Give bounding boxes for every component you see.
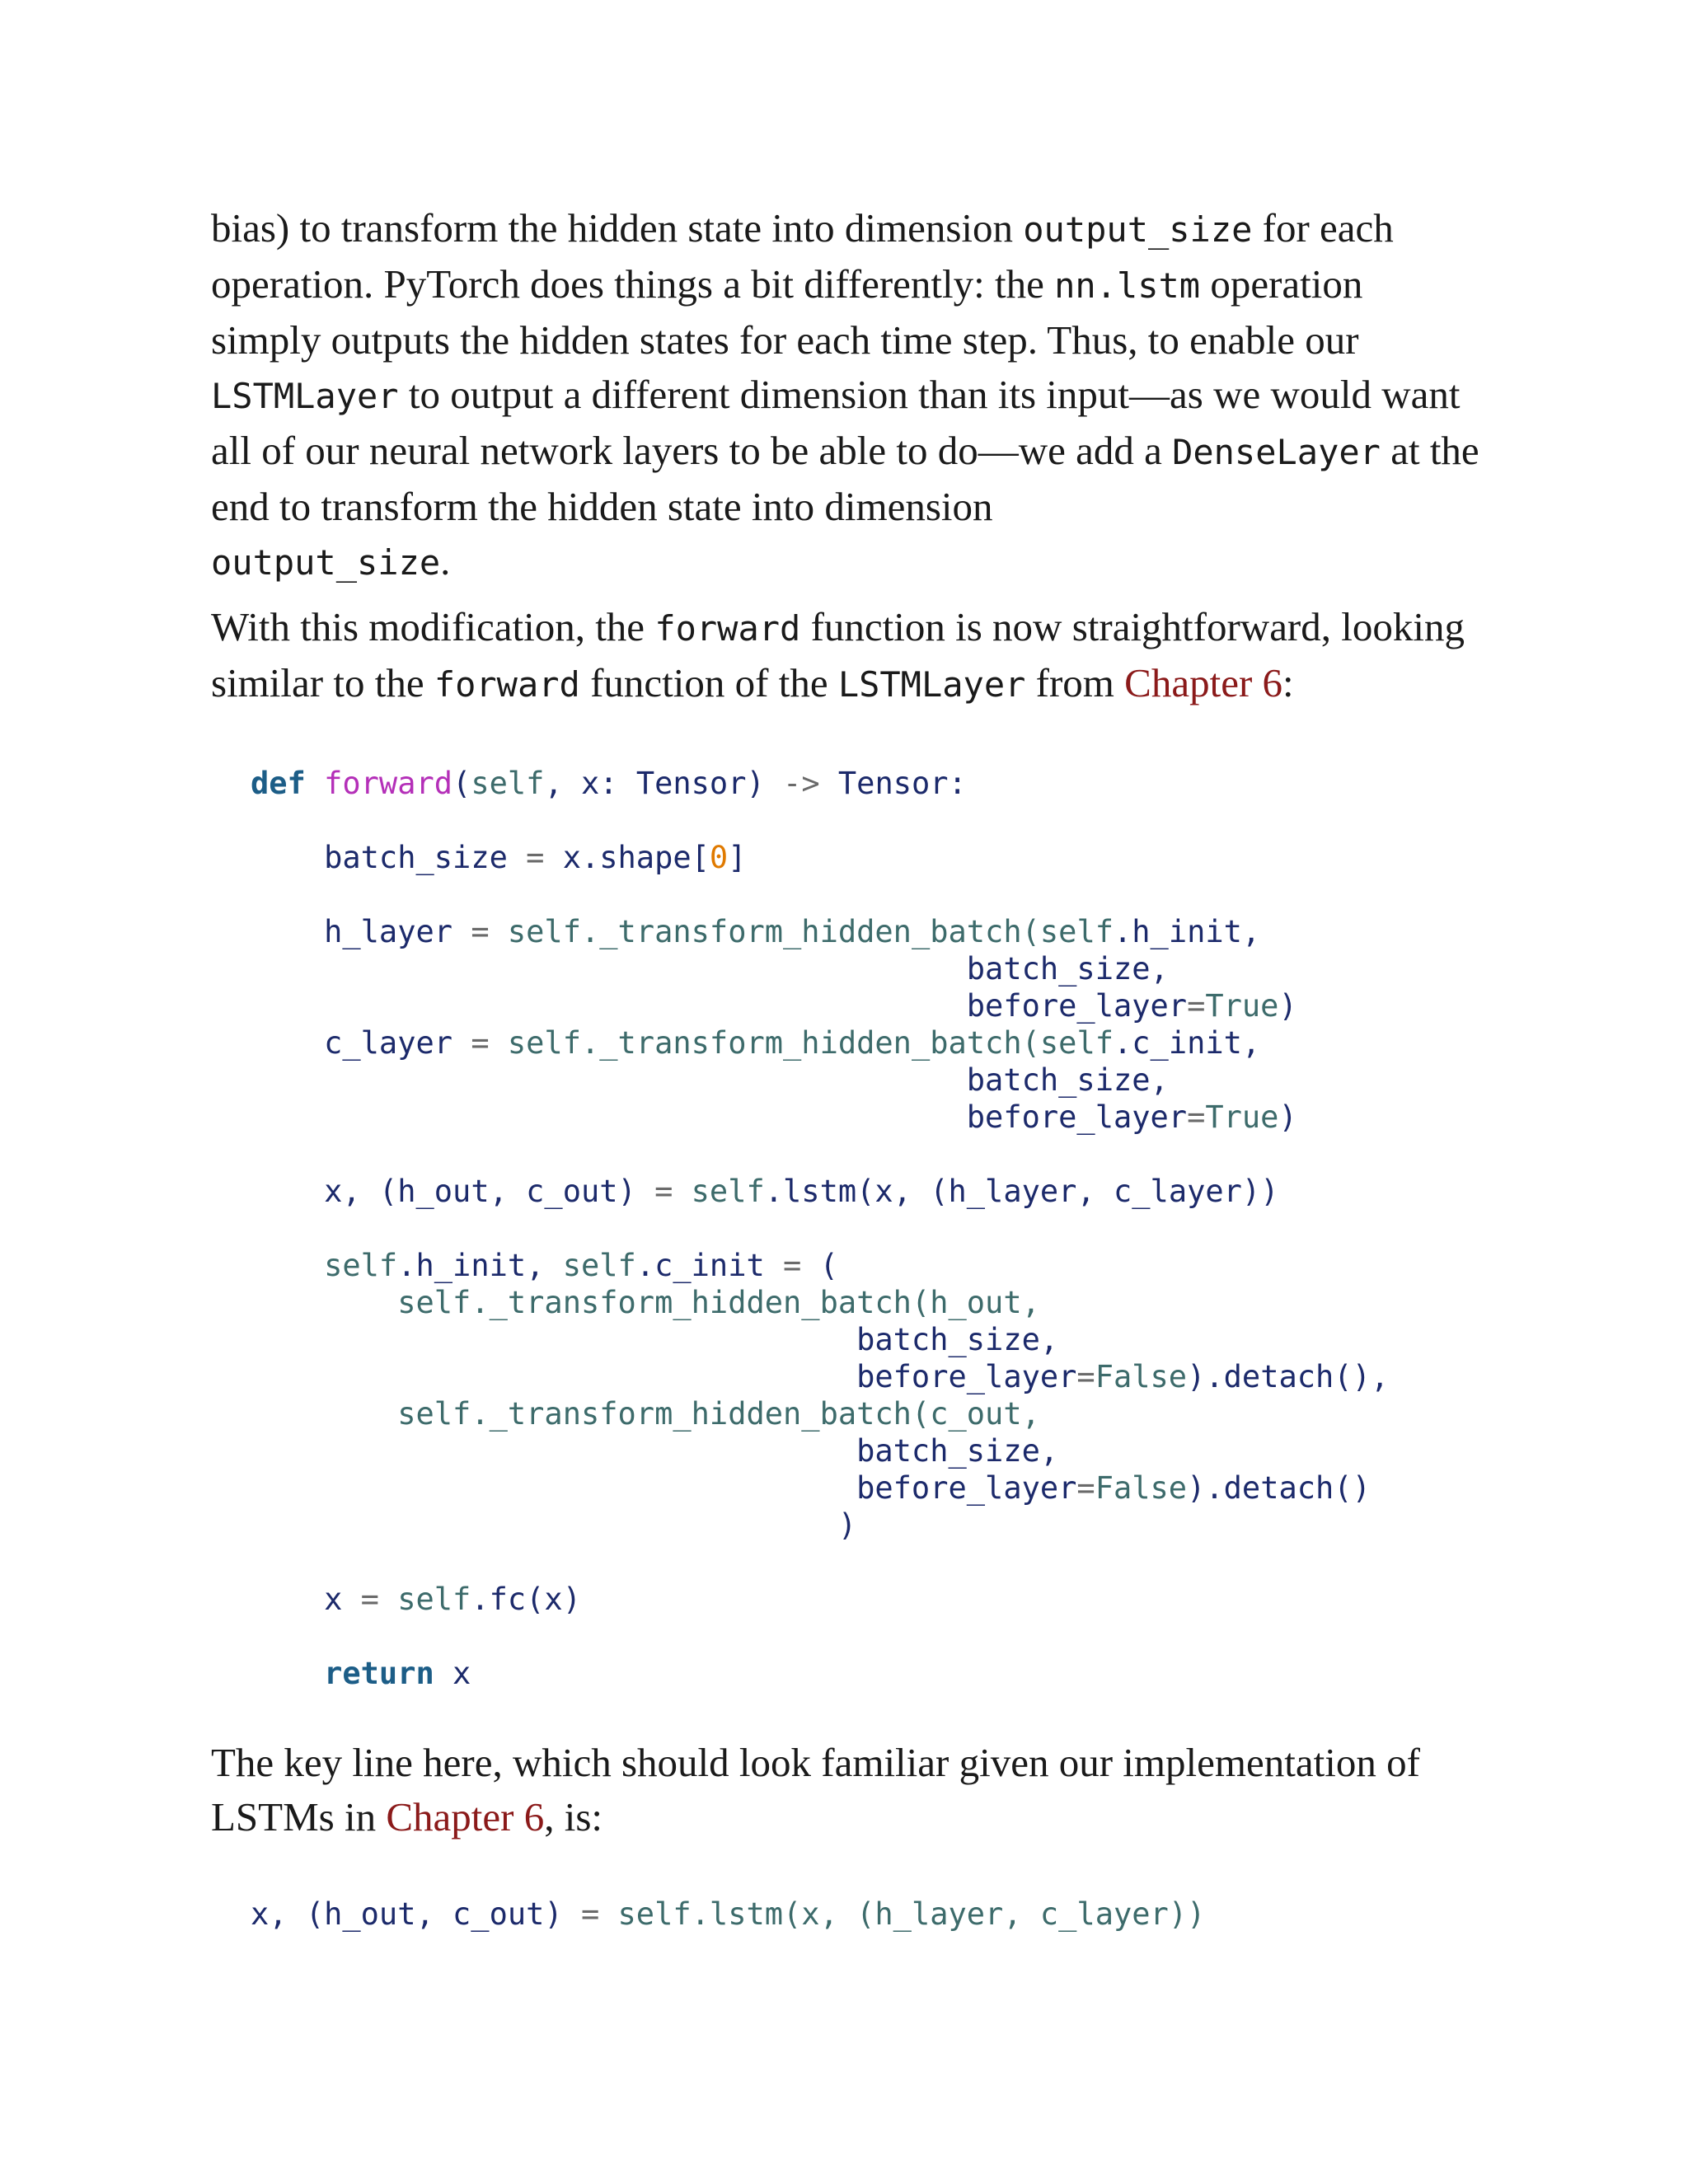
code-token: before_layer xyxy=(856,1359,1077,1394)
code-token: = xyxy=(1076,1359,1095,1394)
function-name: forward xyxy=(324,766,453,801)
paragraph-key-line xyxy=(211,1736,1480,1844)
paragraph-lstm-explanation xyxy=(211,201,1480,590)
code-token: h_layer xyxy=(324,914,453,949)
code-token: False xyxy=(1095,1359,1188,1394)
inline-code: forward xyxy=(434,664,580,705)
text: function of the xyxy=(579,660,838,705)
code-token: ( xyxy=(819,1248,838,1283)
code-token: = xyxy=(635,1174,692,1209)
code-token: ( xyxy=(452,766,471,801)
text: , is: xyxy=(544,1794,603,1840)
code-token: -> xyxy=(783,766,820,801)
code-token: = xyxy=(342,1582,398,1617)
code-token: before_layer xyxy=(966,988,1188,1024)
code-token: : xyxy=(948,766,967,801)
inline-code: forward xyxy=(654,608,801,649)
text: for each operation. PyTorch does things a bit differently: the xyxy=(211,205,1394,307)
text: at the end to transform the hidden state into dimension xyxy=(211,428,1479,529)
code-token: self xyxy=(397,1285,471,1320)
code-token: self xyxy=(507,1025,581,1061)
code-token: False xyxy=(1095,1470,1188,1506)
code-token: self xyxy=(397,1396,471,1432)
code-token: True xyxy=(1205,1099,1279,1135)
inline-code: LSTMLayer xyxy=(211,376,399,416)
code-token: .h_init, xyxy=(397,1248,563,1283)
inline-code: nn.lstm xyxy=(1054,265,1201,306)
keyword: def xyxy=(251,766,306,801)
code-token: self xyxy=(507,914,581,949)
text: function is now straightforward, looking similar to the xyxy=(211,604,1465,705)
text: from xyxy=(1025,660,1125,705)
code-token: before_layer xyxy=(966,1099,1188,1135)
inline-code: output_size xyxy=(211,542,441,583)
code-token: self xyxy=(1039,914,1114,949)
code-token: x, (h_out, c_out) xyxy=(324,1174,636,1209)
code-token: ) xyxy=(1278,1099,1297,1135)
code-token: batch_size, xyxy=(966,1062,1169,1098)
code-token: batch_size xyxy=(324,840,508,875)
chapter-6-link[interactable]: Chapter 6 xyxy=(1124,660,1283,705)
code-token: = xyxy=(1076,1470,1095,1506)
code-token: .c_init xyxy=(635,1248,765,1283)
text: . xyxy=(440,538,451,583)
code-token: .h_init, xyxy=(1114,914,1261,949)
code-token: = xyxy=(507,840,563,875)
code-token: = xyxy=(1187,988,1206,1024)
code-token: ] xyxy=(728,840,747,875)
code-token: True xyxy=(1205,988,1279,1024)
text: to output a different dimension than its input—as we would want all of our neural network layers to be able to do—we add a xyxy=(211,372,1461,473)
code-token: .fc(x) xyxy=(471,1582,581,1617)
code-block-key-line xyxy=(251,1896,1205,1933)
inline-code: output_size xyxy=(1023,209,1253,250)
code-token: self xyxy=(324,1248,398,1283)
keyword: return xyxy=(324,1656,434,1691)
code-token: 0 xyxy=(709,840,729,875)
code-token: = xyxy=(562,1896,618,1932)
code-token: batch_size, xyxy=(856,1322,1059,1357)
code-token: .lstm(x, (h_layer, c_layer)) xyxy=(691,1896,1206,1932)
text: operation simply outputs the hidden states for each time step. Thus, to enable our xyxy=(211,261,1363,363)
code-token: ).detach() xyxy=(1187,1470,1371,1506)
code-token: self xyxy=(617,1896,692,1932)
code-token: ) xyxy=(746,766,784,801)
text: bias) to transform the hidden state into dimension xyxy=(211,205,1024,251)
code-token: .c_init, xyxy=(1114,1025,1261,1061)
code-token: x xyxy=(434,1656,471,1691)
paragraph-forward-intro xyxy=(211,600,1480,712)
code-token: self xyxy=(397,1582,471,1617)
code-token: Tensor xyxy=(837,766,949,801)
code-token: batch_size, xyxy=(966,951,1169,987)
code-token: , x: xyxy=(544,766,636,801)
code-token xyxy=(820,766,838,801)
code-token: self xyxy=(562,1248,636,1283)
code-token: = xyxy=(452,1025,508,1061)
code-token: .lstm(x, (h_layer, c_layer)) xyxy=(764,1174,1279,1209)
code-token: self xyxy=(691,1174,765,1209)
code-token: batch_size, xyxy=(856,1433,1059,1469)
code-token: ._transform_hidden_batch(h_out, xyxy=(471,1285,1040,1320)
text: With this modification, the xyxy=(211,604,655,649)
code-token: Tensor xyxy=(635,766,747,801)
code-token: = xyxy=(452,914,508,949)
text: The key line here, which should look familiar given our implementation of LSTMs in xyxy=(211,1740,1420,1840)
code-block-forward xyxy=(251,765,1389,1692)
code-token: = xyxy=(1187,1099,1206,1135)
code-token: ).detach(), xyxy=(1187,1359,1390,1394)
code-token: ) xyxy=(837,1507,857,1543)
code-token: x.shape[ xyxy=(562,840,710,875)
code-token: c_layer xyxy=(324,1025,453,1061)
code-token: x xyxy=(324,1582,343,1617)
chapter-6-link[interactable]: Chapter 6 xyxy=(386,1794,545,1840)
inline-code: LSTMLayer xyxy=(837,664,1026,705)
code-token: ._transform_hidden_batch(c_out, xyxy=(471,1396,1040,1432)
code-token: self xyxy=(1039,1025,1114,1061)
code-token: before_layer xyxy=(856,1470,1077,1506)
code-token: = xyxy=(764,1248,820,1283)
code-token: ) xyxy=(1278,988,1297,1024)
code-token: ._transform_hidden_batch( xyxy=(580,1025,1040,1061)
code-token: self xyxy=(471,766,545,801)
code-token: x, (h_out, c_out) xyxy=(251,1896,563,1932)
inline-code: DenseLayer xyxy=(1172,432,1381,472)
text: : xyxy=(1282,660,1294,705)
code-token: ._transform_hidden_batch( xyxy=(580,914,1040,949)
